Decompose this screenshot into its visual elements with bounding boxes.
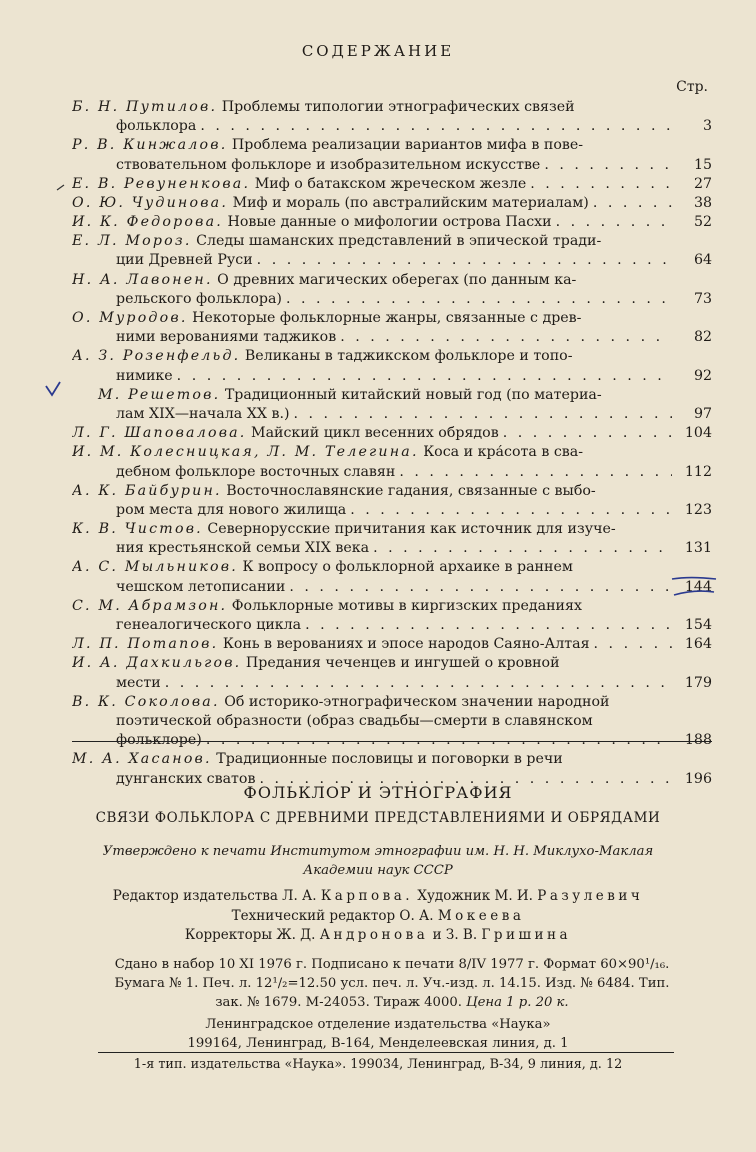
pub-line-1: Сдано в набор 10 XI 1976 г. Подписано к печати 8/IV 1977 г. Формат 60×90¹/₁₆. — [114, 957, 670, 972]
toc-line — [72, 616, 712, 635]
editorial-credits — [0, 887, 756, 946]
dot-leader — [556, 213, 672, 232]
toc-line — [72, 405, 712, 424]
editor-name: Карпова. — [320, 888, 414, 904]
correctors-label: Корректоры Ж. Д. — [184, 927, 316, 943]
toc-entry — [72, 271, 712, 309]
toc-title-line: ствовательном фольклоре и изобразительном искусстве — [116, 156, 541, 173]
toc-line — [72, 693, 712, 712]
correctors-and: и З. В. — [432, 927, 478, 943]
dot-leader — [340, 328, 672, 347]
toc-line — [72, 290, 712, 309]
toc-page-number: 3 — [702, 118, 712, 135]
toc-title-line: Новые данные о мифологии острова Пасхи — [227, 214, 552, 231]
pub-line-3-text: зак. № 1679. М-24053. Тираж 4000. — [215, 995, 462, 1010]
contents-heading: СОДЕРЖАНИЕ — [301, 42, 455, 60]
artist-label: Художник М. И. — [417, 888, 533, 904]
toc-entry — [72, 175, 712, 194]
toc-entry — [72, 424, 712, 443]
toc-title-line: поэтической образности (образ свадьбы—смерти в славянском — [116, 712, 593, 729]
toc-author: В. К. Соколова. — [72, 693, 220, 710]
pen-underline-icon — [670, 575, 720, 597]
dot-leader — [399, 463, 672, 482]
pen-tick-icon — [56, 184, 66, 192]
toc-page-number: 188 — [684, 732, 712, 749]
toc-page-number: 97 — [693, 405, 712, 422]
toc-entry — [72, 597, 712, 635]
toc-page-number: 123 — [684, 501, 712, 518]
toc-title-line: фольклора — [116, 118, 197, 135]
toc-line — [72, 654, 712, 673]
toc-title-line: ними верованиями таджиков — [116, 329, 337, 346]
toc-title-line: Фольклорные мотивы в киргизских преданиях — [231, 597, 582, 614]
toc-title-line: Традиционный китайский новый год (по материа- — [224, 386, 602, 403]
dot-leader — [286, 290, 672, 309]
toc-page-number: 82 — [693, 329, 712, 346]
publisher-branch — [0, 1015, 756, 1053]
toc-page-number: 164 — [684, 636, 712, 653]
publication-data — [70, 955, 714, 1012]
branch-line-2: 199164, Ленинград, В-164, Менделеевская линия, д. 1 — [187, 1036, 569, 1051]
toc-line — [72, 347, 712, 366]
dot-leader — [257, 252, 672, 271]
toc-page-number: 92 — [693, 367, 712, 384]
toc-title-line: Миф о батакском жреческом жезле — [254, 175, 527, 192]
toc-page-number: 15 — [693, 156, 712, 173]
book-subtitle: СВЯЗИ ФОЛЬКЛОРА С ДРЕВНИМИ ПРЕДСТАВЛЕНИЯМИ И ОБРЯДАМИ — [95, 810, 661, 826]
correctors-line — [0, 926, 756, 946]
toc-title-line: рельского фольклора) — [116, 290, 282, 307]
toc-author: Е. В. Ревуненкова. — [72, 175, 251, 192]
toc-page-number: 179 — [684, 674, 712, 691]
toc-title-line: нимике — [116, 367, 173, 384]
toc-author: А. С. Мыльников. — [72, 559, 238, 576]
toc-title-line: Восточнославянские гадания, связанные с выбо- — [226, 482, 596, 499]
toc-author: И. М. Колесницкая, Л. М. Телегина. — [72, 444, 419, 461]
toc-title-line: Конь в верованиях и эпосе народов Саяно-Алтая — [222, 636, 590, 653]
toc-author: Б. Н. Путилов. — [72, 98, 218, 115]
toc-title-line: чешском летописании — [116, 578, 286, 595]
toc-page-number: 104 — [684, 425, 712, 442]
toc-page-number: 64 — [693, 252, 712, 269]
toc-title-line: ции Древней Руси — [116, 252, 253, 269]
dot-leader — [373, 539, 672, 558]
toc-line — [72, 386, 712, 405]
approval-line-2: Академии наук СССР — [303, 863, 453, 878]
dot-leader — [544, 156, 672, 175]
toc-author: С. М. Абрамзон. — [72, 597, 228, 614]
toc-page-number: 196 — [684, 770, 712, 787]
toc-line — [72, 117, 712, 136]
dot-leader — [593, 194, 672, 213]
toc-line — [72, 232, 712, 251]
toc-title-line: Севернорусские причитания как источник для изуче- — [207, 521, 616, 538]
divider-rule — [72, 741, 712, 742]
toc-page-number: 112 — [684, 463, 712, 480]
toc-author: Е. Л. Мороз. — [72, 233, 192, 250]
approval-note — [0, 842, 756, 880]
tech-editor-name: Мокеева — [437, 907, 525, 924]
tech-editor-line — [0, 907, 756, 927]
toc-line — [72, 674, 712, 693]
editor-line — [0, 887, 756, 907]
toc-title-line: Следы шаманских представлений в эпической тради- — [196, 233, 602, 250]
corrector-2-name: Гришина — [481, 927, 572, 943]
toc-entry — [72, 232, 712, 270]
toc-line — [72, 194, 712, 213]
toc-author: О. Ю. Чудинова. — [72, 194, 229, 211]
toc-line — [72, 309, 712, 328]
toc-title-line: Предания чеченцев и ингушей о кровной — [245, 655, 560, 672]
approval-line-1: Утверждено к печати Институтом этнографии им. Н. Н. Миклухо-Маклая — [102, 844, 654, 859]
toc-title-line: Проблема реализации вариантов мифа в пове- — [231, 137, 584, 154]
toc-entry — [72, 482, 712, 520]
toc-title-line: фольклоре) — [116, 732, 202, 749]
toc-title-line: лам XIX—начала XX в.) — [116, 405, 290, 422]
toc-author: Л. Г. Шаповалова. — [72, 425, 247, 442]
toc-line — [72, 635, 712, 654]
toc-line — [72, 463, 712, 482]
toc-page-number: 38 — [693, 194, 712, 211]
toc-title-line: Об историко-этнографическом значении народной — [224, 693, 610, 710]
price: Цена 1 р. 20 к. — [466, 995, 569, 1010]
toc-line — [72, 175, 712, 194]
toc-author: Л. П. Потапов. — [72, 636, 219, 653]
toc-entry — [72, 386, 712, 424]
toc-entry — [72, 347, 712, 385]
toc-line — [72, 578, 712, 597]
dot-leader — [305, 616, 672, 635]
toc-line — [72, 539, 712, 558]
toc-title-line: К вопросу о фольклорной архаике в раннем — [242, 559, 573, 576]
toc-title-line: ром места для нового жилища — [116, 501, 347, 518]
dot-leader — [165, 674, 672, 693]
toc-page-number: 154 — [684, 617, 712, 634]
toc-author: А. К. Байбурин. — [72, 482, 222, 499]
dot-leader — [294, 405, 673, 424]
dot-leader — [350, 501, 672, 520]
toc-entry — [72, 136, 712, 174]
toc-line — [72, 252, 712, 271]
toc-author: Н. А. Лавонен. — [72, 271, 213, 288]
pub-line-2: Бумага № 1. Печ. л. 12¹/₂=12.50 усл. печ. л. Уч.-изд. л. 14.15. Изд. № 6484. Тип. — [114, 976, 670, 991]
toc-page-number: 131 — [684, 540, 712, 557]
toc-author: А. З. Розенфельд. — [72, 348, 241, 365]
toc-title-line: Миф и мораль (по австралийским материалам) — [232, 194, 589, 211]
toc-entry — [72, 635, 712, 654]
toc-line — [72, 98, 712, 117]
toc-title-line: ния крестьянской семьи XIX века — [116, 540, 370, 557]
corrector-1-name: Андронова — [319, 927, 429, 943]
toc-line — [72, 712, 712, 731]
toc-title-line: Майский цикл весенних обрядов — [251, 425, 499, 442]
toc-author: Р. В. Кинжалов. — [72, 137, 228, 154]
book-title: ФОЛЬКЛОР И ЭТНОГРАФИЯ — [243, 783, 513, 802]
toc-entry — [72, 194, 712, 213]
toc-title-line: дунганских сватов — [116, 770, 256, 787]
toc-title-line: Традиционные пословицы и поговорки в речи — [216, 751, 563, 768]
toc-page-number: 144 — [684, 578, 712, 595]
page-column-label: Стр. — [676, 79, 708, 95]
dot-leader — [177, 367, 672, 386]
toc-title-line: Коса и кра́сота в сва- — [423, 444, 583, 461]
toc-page-number: 52 — [693, 214, 712, 231]
dot-leader — [200, 117, 672, 136]
toc-line — [72, 559, 712, 578]
toc-page-number: 27 — [693, 175, 712, 192]
toc-title-line: Великаны в таджикском фольклоре и топо- — [244, 348, 573, 365]
tech-editor-label: Технический редактор О. А. — [231, 907, 434, 924]
toc-author: М. Решетов. — [98, 386, 221, 403]
dot-leader — [594, 635, 672, 654]
toc-line — [72, 156, 712, 175]
toc-line — [72, 271, 712, 290]
toc-entry — [72, 309, 712, 347]
pen-check-mark-icon — [44, 380, 64, 400]
toc-author: О. Муродов. — [72, 310, 188, 327]
toc-title-line: Проблемы типологии этнографических связей — [221, 98, 575, 115]
toc-line — [72, 482, 712, 501]
editor-label: Редактор издательства Л. А. — [112, 888, 317, 904]
toc-line — [72, 520, 712, 539]
dot-leader — [289, 578, 672, 597]
toc-line — [72, 424, 712, 443]
artist-name: Разулевич — [537, 888, 644, 904]
toc-line — [72, 443, 712, 462]
dot-leader — [530, 175, 672, 194]
toc-author: И. К. Федорова. — [72, 214, 223, 231]
toc-line — [72, 367, 712, 386]
toc-line — [72, 136, 712, 155]
toc-entry — [72, 213, 712, 232]
toc-page-number: 73 — [693, 290, 712, 307]
toc-line — [72, 501, 712, 520]
toc-entry — [72, 98, 712, 136]
toc-title-line: О древних магических оберегах (по данным ка- — [217, 271, 577, 288]
toc-line — [72, 750, 712, 769]
toc-entry — [72, 654, 712, 692]
table-of-contents — [72, 98, 712, 789]
toc-line — [72, 328, 712, 347]
toc-author: М. А. Хасанов. — [72, 751, 212, 768]
bottom-rule — [98, 1052, 674, 1053]
printer-line: 1-я тип. издательства «Наука». 199034, Ленинград, В-34, 9 линия, д. 12 — [133, 1057, 623, 1072]
toc-entry — [72, 559, 712, 597]
branch-line-1: Ленинградское отделение издательства «Наука» — [205, 1017, 551, 1032]
toc-author: И. А. Дахкильгов. — [72, 655, 242, 672]
toc-author: К. В. Чистов. — [72, 521, 203, 538]
toc-line — [72, 597, 712, 616]
toc-title-line: генеалогического цикла — [116, 617, 302, 634]
toc-entry — [72, 443, 712, 481]
toc-title-line: дебном фольклоре восточных славян — [116, 463, 396, 480]
toc-line — [72, 213, 712, 232]
toc-title-line: мести — [116, 674, 161, 691]
pub-line-3 — [70, 993, 714, 1012]
toc-entry — [72, 520, 712, 558]
dot-leader — [503, 424, 672, 443]
toc-title-line: Некоторые фольклорные жанры, связанные с древ- — [192, 310, 582, 327]
